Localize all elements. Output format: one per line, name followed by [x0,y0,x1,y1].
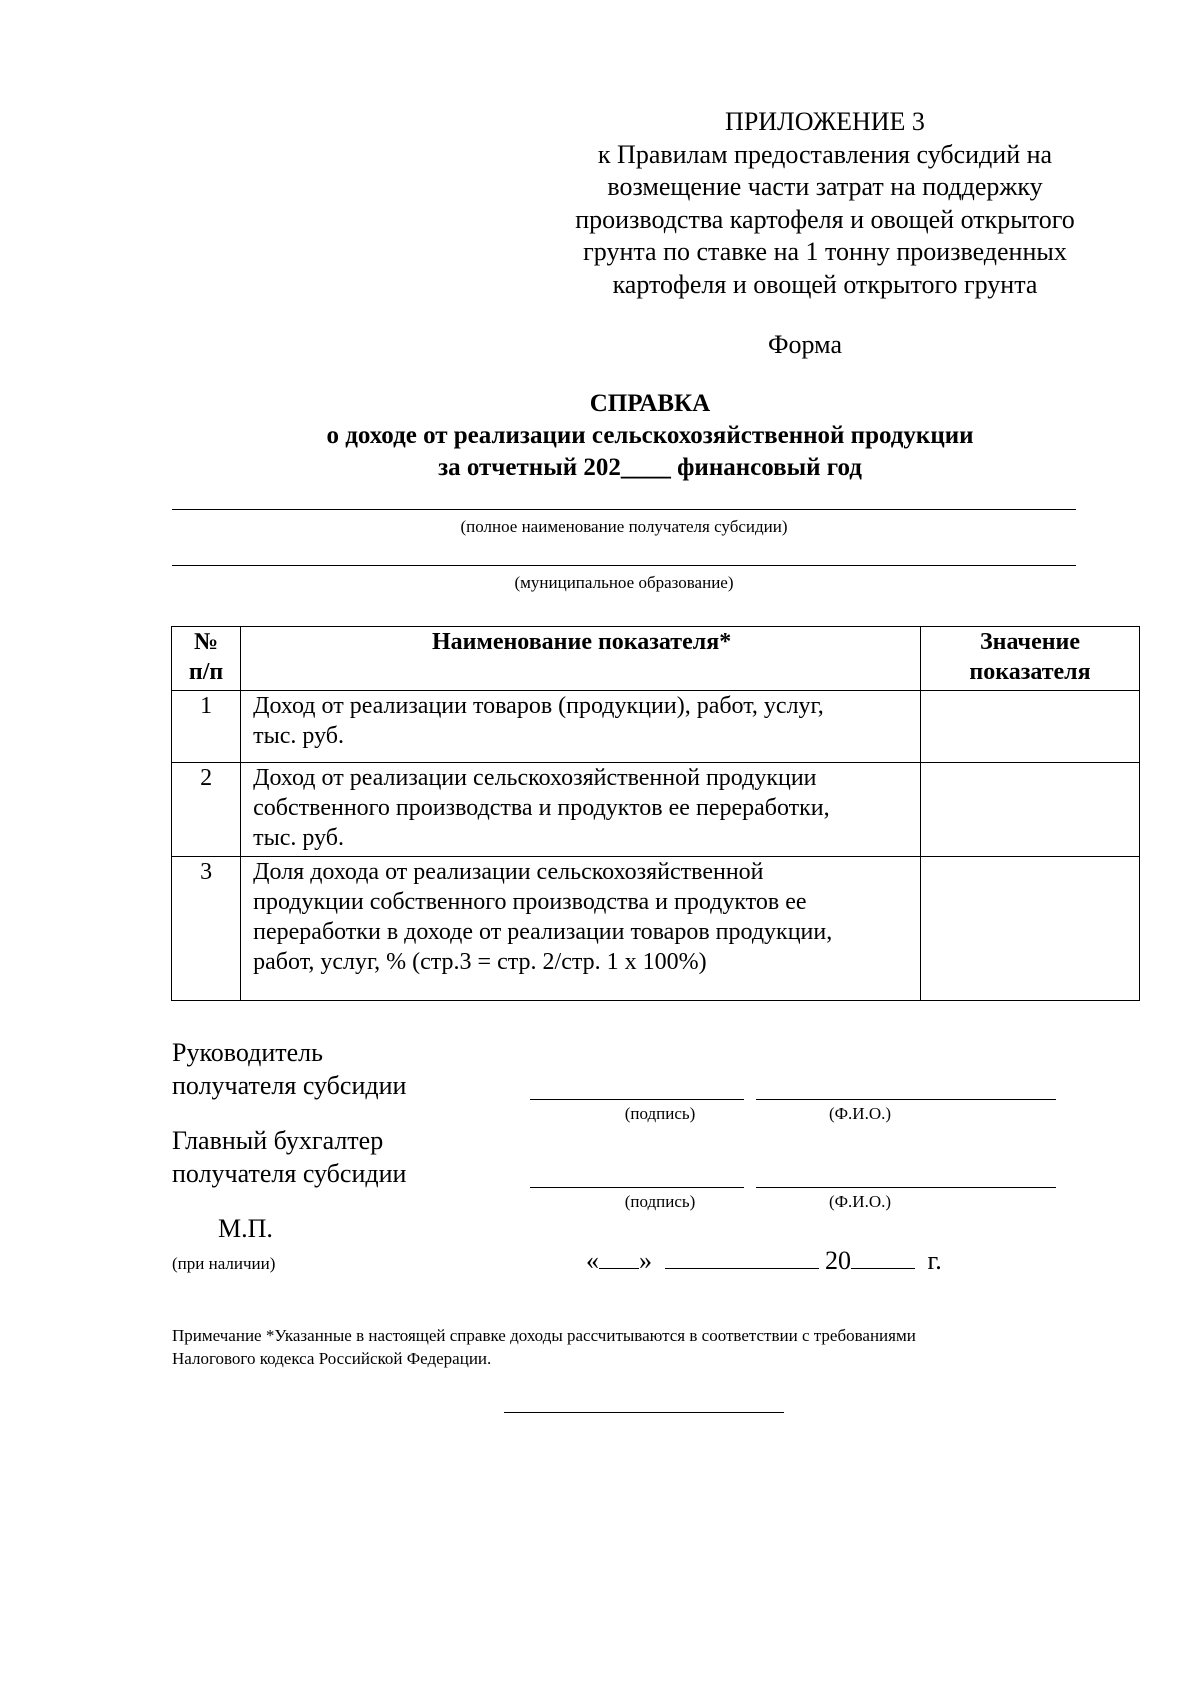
recipient-name-field[interactable] [172,509,1076,510]
row-indicator-name: Доход от реализации товаров (продукции), работ, услуг, тыс. руб. [241,691,921,763]
document-heading [140,388,1160,484]
head-signature-field[interactable] [530,1099,744,1100]
stamp-label: М.П. [218,1214,273,1243]
row-value-cell[interactable] [921,857,1140,1001]
accountant-signatory-label: Главный бухгалтер получателя субсидии [172,1126,407,1188]
appendix-line: возмещение части затрат на поддержку [607,172,1043,201]
table-header-row [172,627,1140,691]
date-line [586,1246,942,1276]
date-open-quote: « [586,1246,599,1275]
appendix-block [545,106,1105,301]
recipient-name-caption: (полное наименование получателя субсидии) [460,517,788,536]
document-title: СПРАВКА [589,390,711,417]
appendix-line: к Правилам предоставления субсидий на [597,139,1053,169]
date-year-prefix: 20 [825,1246,851,1275]
date-year-field[interactable] [851,1246,915,1269]
head-signature-caption: (подпись) [624,1104,696,1123]
row-number: 2 [172,763,241,857]
row-indicator-name: Доход от реализации сельскохозяйственной продукции собственного производства и продуктов ее переработки, тыс. руб. [241,763,921,857]
head-name-caption: (Ф.И.О.) [828,1104,892,1123]
row-number: 1 [172,691,241,763]
table-row [172,763,1140,857]
accountant-signature-field[interactable] [530,1187,744,1188]
accountant-name-caption: (Ф.И.О.) [828,1192,892,1211]
header-indicator-name: Наименование показателя* [241,627,921,691]
appendix-line: картофеля и овощей открытого грунта [612,269,1038,299]
row-value-cell[interactable] [921,763,1140,857]
municipality-caption: (муниципальное образование) [514,573,734,592]
reporting-year-line: за отчетный 202____ финансовый год [438,454,862,481]
footnote: Примечание *Указанные в настоящей справке доходы рассчитываются в соответствии с требованиями Налогового кодекса Российской Федерации. [172,1326,916,1368]
header-number: № п/п [172,627,241,691]
date-close-quote: » [639,1246,652,1275]
header-indicator-value: Значение показателя [921,627,1140,691]
form-label: Форма [768,330,842,359]
table-row [172,691,1140,763]
accountant-signature-caption: (подпись) [624,1192,696,1211]
municipality-field[interactable] [172,565,1076,566]
indicators-table [171,626,1140,1001]
date-year-suffix: г. [927,1246,942,1275]
row-value-cell[interactable] [921,691,1140,763]
table-row [172,857,1140,1001]
head-signatory-label: Руководитель получателя субсидии [172,1038,407,1100]
date-day-field[interactable] [599,1246,639,1269]
document-subtitle: о доходе от реализации сельскохозяйственной продукции [326,422,974,449]
appendix-line: грунта по ставке на 1 тонну произведенных [583,237,1067,266]
appendix-title: ПРИЛОЖЕНИЕ 3 [725,107,925,136]
bottom-divider [504,1412,784,1413]
appendix-line: производства картофеля и овощей открытого [575,204,1075,234]
stamp-note: (при наличии) [172,1254,276,1273]
date-month-field[interactable] [665,1246,819,1269]
head-name-field[interactable] [756,1099,1056,1100]
row-indicator-name: Доля дохода от реализации сельскохозяйственной продукции собственного производства и продуктов ее переработки в доходе от реализации товаров продукции, работ, услуг, % (стр.3 = стр. 2/стр. 1 х 100%) [241,857,921,1001]
accountant-name-field[interactable] [756,1187,1056,1188]
row-number: 3 [172,857,241,1001]
